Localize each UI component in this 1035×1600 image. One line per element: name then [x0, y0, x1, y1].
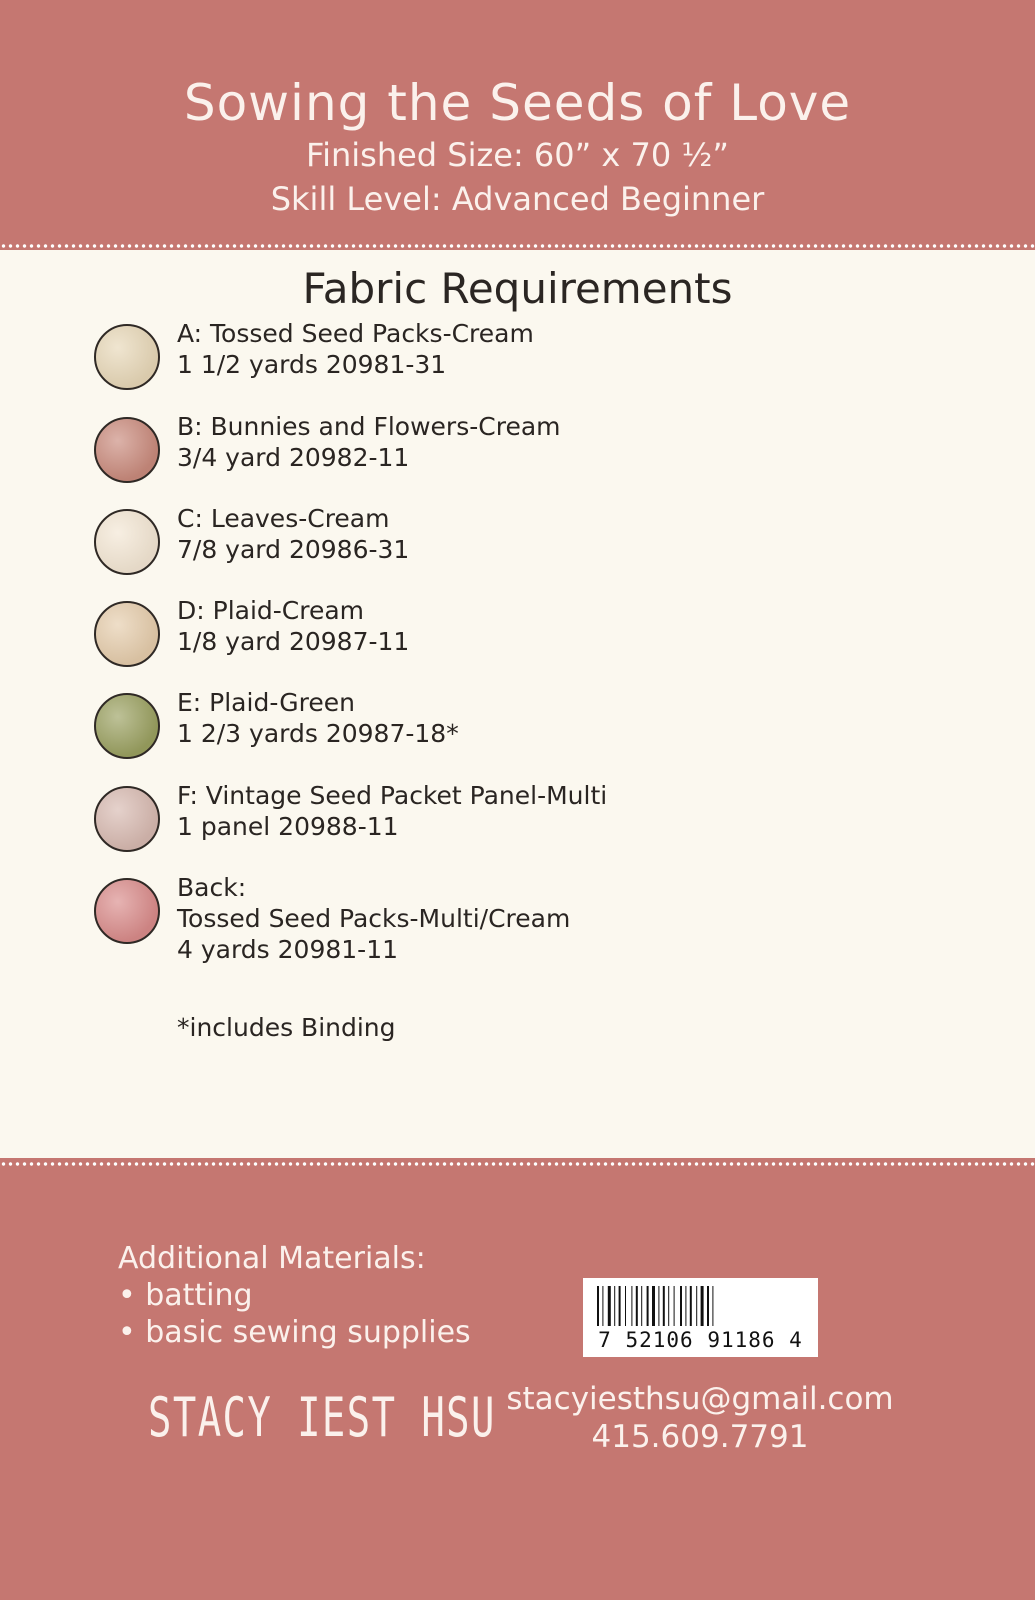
footer-dotted-divider — [0, 1162, 1035, 1166]
fabric-swatch — [94, 693, 160, 759]
fabric-amount: Tossed Seed Packs-Multi/Cream — [177, 904, 571, 933]
barcode-bar — [663, 1286, 665, 1326]
barcode-bar — [631, 1286, 632, 1326]
fabric-swatch — [94, 417, 160, 483]
barcode-bar — [602, 1286, 603, 1326]
barcode-bar — [696, 1286, 697, 1326]
barcode-number: 7 52106 91186 4 — [598, 1328, 803, 1352]
fabric-amount: 1 1/2 yards 20981-31 — [177, 350, 447, 379]
barcode-bar — [619, 1286, 621, 1326]
fabric-swatch — [94, 786, 160, 852]
fabric-details — [177, 687, 459, 749]
barcode-bar — [636, 1286, 638, 1326]
fabric-item — [94, 872, 734, 964]
fabric-amount: 1/8 yard 20987-11 — [177, 627, 410, 656]
barcode-bar — [597, 1286, 599, 1326]
additional-materials — [118, 1240, 471, 1351]
fabric-details — [177, 318, 534, 380]
header-dotted-divider — [0, 244, 1035, 248]
fabric-name: Back: — [177, 873, 247, 902]
fabric-details — [177, 872, 570, 965]
fabric-item — [94, 780, 734, 860]
fabric-name: B: Bunnies and Flowers-Cream — [177, 412, 561, 441]
fabric-name: C: Leaves-Cream — [177, 504, 390, 533]
contact-phone: 415.609.7791 — [591, 1419, 809, 1455]
barcode-bar — [701, 1286, 704, 1326]
fabric-name: D: Plaid-Cream — [177, 596, 365, 625]
designer-signature: STACY IEST HSU — [148, 1386, 496, 1449]
barcode-bar — [712, 1286, 713, 1326]
barcode-bar — [668, 1286, 669, 1326]
barcode — [583, 1278, 818, 1357]
barcode-bar — [685, 1286, 686, 1326]
fabric-swatch — [94, 878, 160, 944]
pattern-title: Sowing the Seeds of Love — [183, 74, 852, 132]
fabric-amount: 7/8 yard 20986-31 — [177, 535, 410, 564]
footer-band — [0, 1158, 1035, 1600]
contact-email[interactable]: stacyiesthsu@gmail.com — [506, 1381, 894, 1417]
fabric-amount: 3/4 yard 20982-11 — [177, 443, 410, 472]
fabric-swatch — [94, 324, 160, 390]
fabric-item — [94, 687, 734, 767]
fabric-item — [94, 503, 734, 583]
material-item: • batting — [118, 1278, 253, 1313]
barcode-bar — [647, 1286, 649, 1326]
barcode-bar — [625, 1286, 626, 1326]
binding-note: *includes Binding — [177, 1013, 396, 1042]
fabric-details — [177, 595, 409, 657]
fabric-details — [177, 780, 607, 842]
barcode-bar — [641, 1286, 642, 1326]
barcode-bar — [608, 1286, 611, 1326]
materials-title: Additional Materials: — [118, 1241, 426, 1276]
fabric-amount: 1 panel 20988-11 — [177, 812, 399, 841]
barcode-bar — [690, 1286, 692, 1326]
fabric-swatch — [94, 601, 160, 667]
barcode-bar — [658, 1286, 659, 1326]
fabric-details — [177, 503, 409, 565]
barcode-bar — [652, 1286, 655, 1326]
barcode-bar — [707, 1286, 709, 1326]
barcode-bar — [614, 1286, 615, 1326]
fabric-requirements-title: Fabric Requirements — [302, 264, 733, 313]
fabric-amount: 1 2/3 yards 20987-18* — [177, 719, 459, 748]
barcode-bars — [583, 1278, 818, 1330]
barcode-bar — [680, 1286, 682, 1326]
barcode-bar — [674, 1286, 675, 1326]
fabric-name: F: Vintage Seed Packet Panel-Multi — [177, 781, 608, 810]
finished-size: Finished Size: 60” x 70 ½” — [306, 136, 729, 174]
fabric-swatch — [94, 509, 160, 575]
skill-level: Skill Level: Advanced Beginner — [270, 180, 765, 218]
fabric-details — [177, 411, 561, 473]
fabric-item — [94, 318, 734, 398]
fabric-item — [94, 595, 734, 675]
fabric-amount: 4 yards 20981-11 — [177, 935, 399, 964]
material-item: • basic sewing supplies — [118, 1315, 471, 1350]
fabric-name: E: Plaid-Green — [177, 688, 355, 717]
fabric-item — [94, 411, 734, 491]
fabric-name: A: Tossed Seed Packs-Cream — [177, 319, 534, 348]
